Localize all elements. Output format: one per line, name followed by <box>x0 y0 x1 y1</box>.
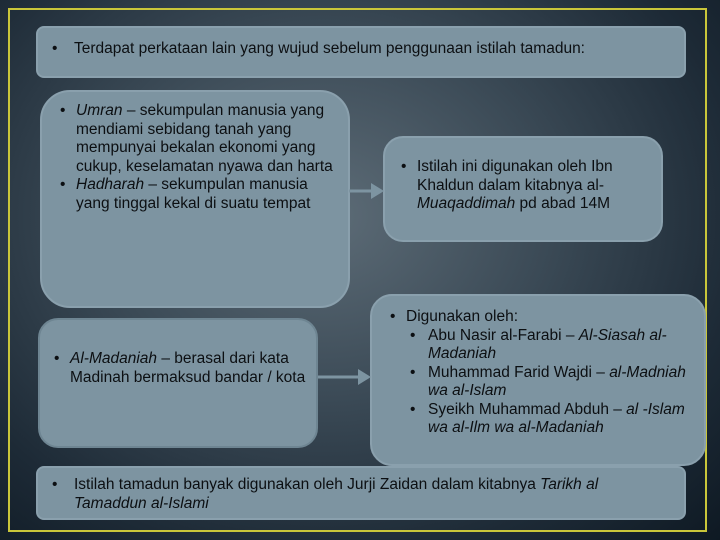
umran-item: • Umran – sekumpulan manusia yang mendiami sebidang tanah yang mempunyai bekalan ekonomi yang cukup, keselamatan nyawa dan harta <box>56 102 336 176</box>
intro-text: • Terdapat perkataan lain yang wujud sebelum penggunaan istilah tamadun: <box>48 40 674 59</box>
farid-wajdi-item: • Muhammad Farid Wajdi – al-Madniah wa al-Islam <box>406 364 696 401</box>
abduh-item: • Syeikh Muhammad Abduh – al -Islam wa al-Ilm wa al-Madaniah <box>406 401 696 438</box>
al-madaniah-item: • Al-Madaniah – berasal dari kata Madinah bermaksud bandar / kota <box>50 350 306 387</box>
used-by-box <box>370 294 706 466</box>
arrow-to-ibn-khaldun-icon <box>349 180 385 202</box>
jurji-zaidan-item: • Istilah tamadun banyak digunakan oleh Jurji Zaidan dalam kitabnya Tarikh al Tamaddun al-Islami <box>48 476 674 513</box>
hadharah-item: • Hadharah – sekumpulan manusia yang tinggal kekal di suatu tempat <box>56 176 336 213</box>
jurji-zaidan-box <box>36 466 686 520</box>
umran-hadharah-box <box>40 90 350 308</box>
intro-box <box>36 26 686 78</box>
al-madaniah-box <box>38 318 318 448</box>
ibn-khaldun-item: • Istilah ini digunakan oleh Ibn Khaldun dalam kitabnya al-Muaqaddimah pd abad 14M <box>397 158 651 214</box>
arrow-to-used-by-icon <box>318 366 372 388</box>
used-by-heading: • Digunakan oleh: • Abu Nasir al-Farabi – Al-Siasah al-Madaniah • Muhammad Farid Wajdi – al-Madniah wa al-Islam • Syeikh Muhammad Abduh – al -Islam wa al-Ilm wa al-Madaniah <box>386 308 696 438</box>
ibn-khaldun-box <box>383 136 663 242</box>
al-farabi-item: • Abu Nasir al-Farabi – Al-Siasah al-Madaniah <box>406 327 696 364</box>
